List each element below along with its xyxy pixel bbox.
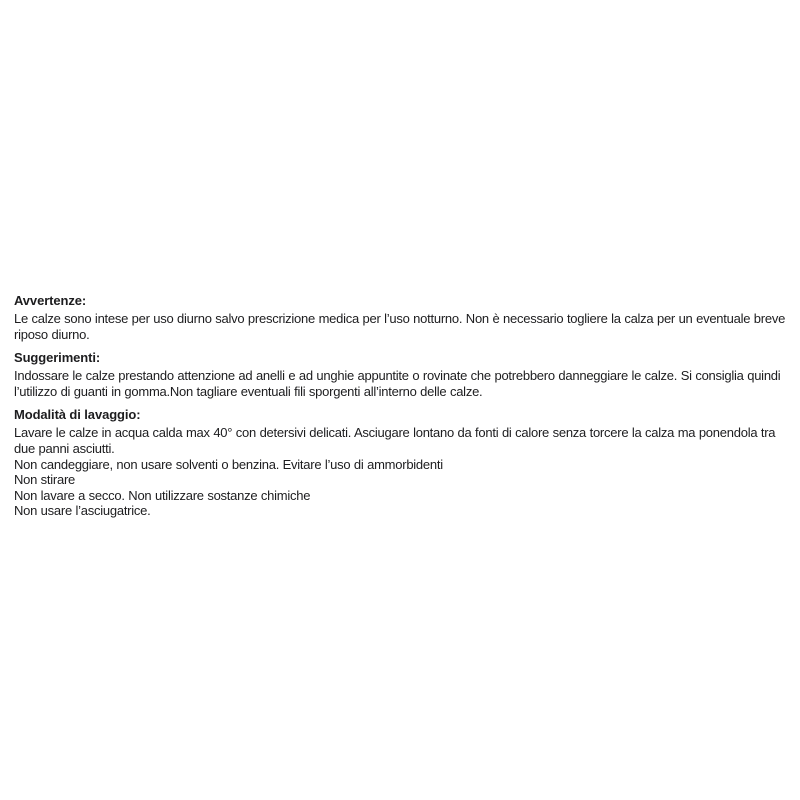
lavaggio-paragraph-non-stirare: Non stirare (14, 472, 76, 488)
avvertenze-paragraph: Le calze sono intese per uso diurno salvo prescrizione medica per l’uso notturno. Non è necessario togliere la calza per un eventuale breve riposo diurno. (14, 311, 786, 342)
modalita-di-lavaggio-heading: Modalità di lavaggio: (14, 407, 141, 423)
section-avvertenze (14, 293, 787, 342)
suggerimenti-heading: Suggerimenti: (14, 350, 101, 366)
section-suggerimenti (14, 350, 787, 399)
section-modalita-di-lavaggio (14, 407, 787, 519)
care-instructions-text-block (14, 293, 787, 519)
lavaggio-paragraph-lavare: Lavare le calze in acqua calda max 40° con detersivi delicati. Asciugare lontano da fonti di calore senza torcere la calza ma ponendola tra due panni asciutti. (14, 425, 776, 456)
lavaggio-paragraph-non-lavare-a-secco: Non lavare a secco. Non utilizzare sostanze chimiche (14, 487, 311, 503)
suggerimenti-paragraph: Indossare le calze prestando attenzione ad anelli e ad unghie appuntite o rovinate che potrebbero danneggiare le calze. Si consiglia quindi l’utilizzo di guanti in gomma.Non tagliare eventuali fili sporgenti all’interno delle calze. (14, 368, 781, 399)
avvertenze-heading: Avvertenze: (14, 293, 87, 308)
lavaggio-paragraph-non-usare-asciugatrice: Non usare l’asciugatrice. (14, 503, 151, 519)
lavaggio-paragraph-non-candeggiare: Non candeggiare, non usare solventi o benzina. Evitare l’uso di ammorbidenti (14, 456, 443, 472)
